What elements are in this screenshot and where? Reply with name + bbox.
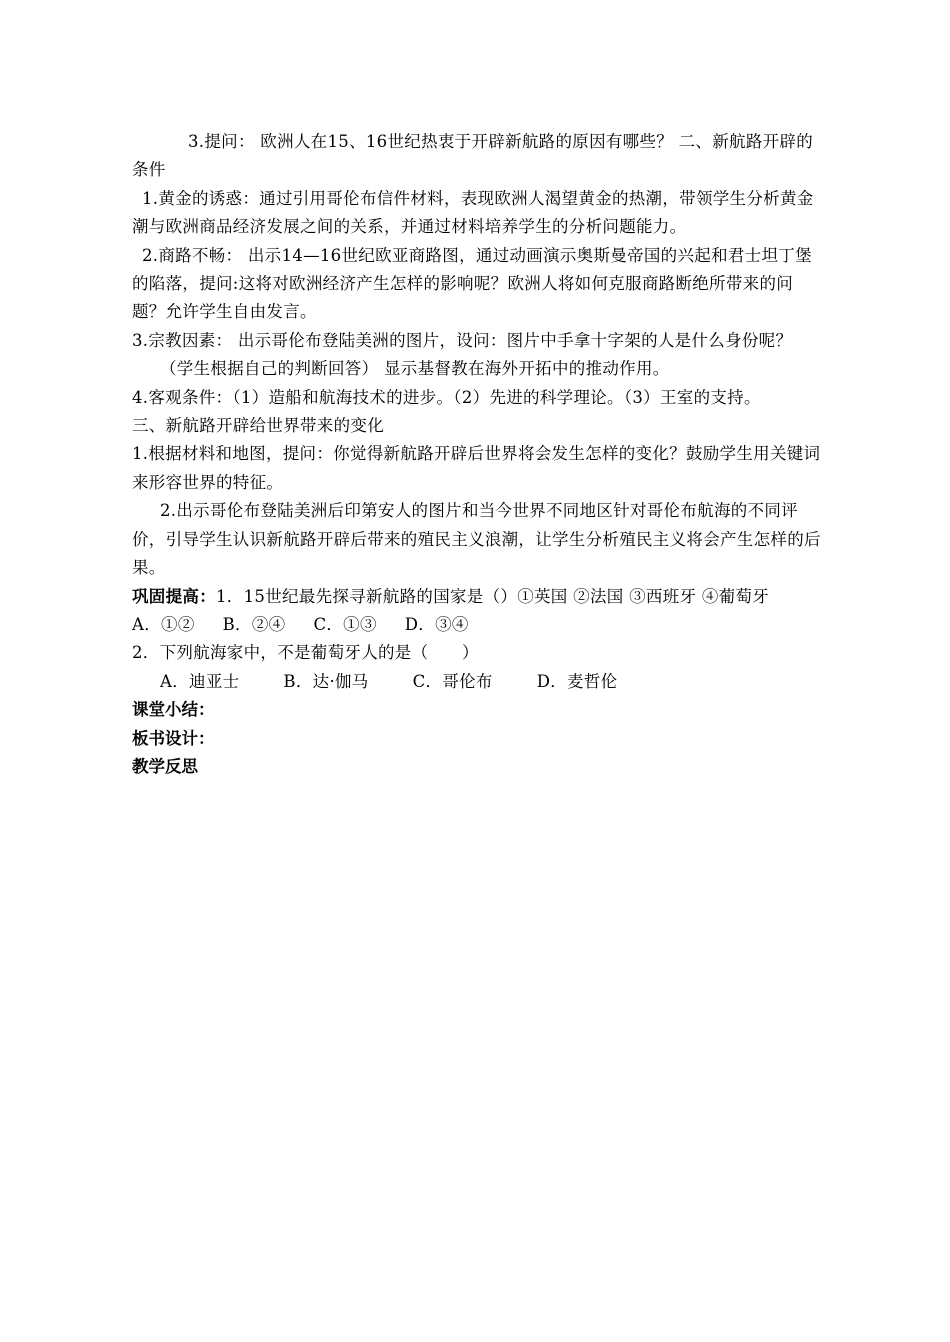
question-1-text: 1．15世纪最先探寻新航路的国家是（）①英国 ②法国 ③西班牙 ④葡萄牙	[216, 586, 770, 606]
paragraph-map-question: 1.根据材料和地图，提问：你觉得新航路开辟后世界将会发生怎样的变化？鼓励学生用关键词来形容世界的特征。	[132, 444, 821, 492]
q2-option-c: C．哥伦布	[412, 671, 493, 691]
q1-option-d: D．③④	[404, 614, 469, 634]
q2-option-d: D．麦哲伦	[536, 671, 618, 691]
paragraph-gold: 1.黄金的诱惑：通过引用哥伦布信件材料，表现欧洲人渴望黄金的热潮，带领学生分析黄金潮与欧洲商品经济发展之间的关系，并通过材料培养学生的分析问题能力。	[132, 188, 814, 237]
document-page	[132, 128, 824, 781]
question-1-options	[132, 615, 497, 634]
consolidate-label: 巩固提高：	[132, 586, 216, 606]
question-2-text: 2．下列航海家中，不是葡萄牙人的是（ ）	[132, 643, 479, 663]
q1-option-b: B．②④	[222, 614, 286, 634]
question-2-options	[132, 668, 824, 696]
paragraph-trade-route: 2.商路不畅： 出示14—16世纪欧亚商路图，通过动画演示奥斯曼帝国的兴起和君士坦丁堡的陷落，提问:这将对欧洲经济产生怎样的影响呢？欧洲人将如何克服商路断绝所带来的问题？允许学生自由发言。	[132, 245, 812, 322]
paragraph-student-answer: （学生根据自己的判断回答） 显示基督教在海外开拓中的推动作用。	[160, 359, 670, 379]
q1-option-a: A．①②	[132, 614, 195, 634]
consolidate-question-1	[132, 583, 824, 640]
board-design-heading: 板书设计：	[132, 728, 215, 748]
paragraph-question-reasons: 3.提问： 欧洲人在15、16世纪热衷于开辟新航路的原因有哪些？ 二、新航路开辟的条件	[132, 132, 814, 180]
q2-option-a: A．迪亚士	[160, 671, 240, 691]
paragraph-colonialism: 2.出示哥伦布登陆美洲后印第安人的图片和当今世界不同地区针对哥伦布航海的不同评价，引导学生认识新航路开辟后带来的殖民主义浪潮，让学生分析殖民主义将会产生怎样的后果。	[132, 501, 821, 578]
q2-option-b: B．达·伽马	[283, 671, 369, 691]
section-heading-changes: 三、新航路开辟给世界带来的变化	[132, 416, 384, 436]
q1-option-c: C．①③	[313, 614, 377, 634]
paragraph-religion: 3.宗教因素： 出示哥伦布登陆美洲的图片，设问：图片中手拿十字架的人是什么身份呢？	[132, 330, 793, 350]
paragraph-objective-conditions: 4.客观条件：（1）造船和航海技术的进步。（2）先进的科学理论。（3）王室的支持。	[132, 387, 761, 407]
reflection-heading: 教学反思	[132, 756, 198, 776]
summary-heading: 课堂小结：	[132, 700, 215, 720]
